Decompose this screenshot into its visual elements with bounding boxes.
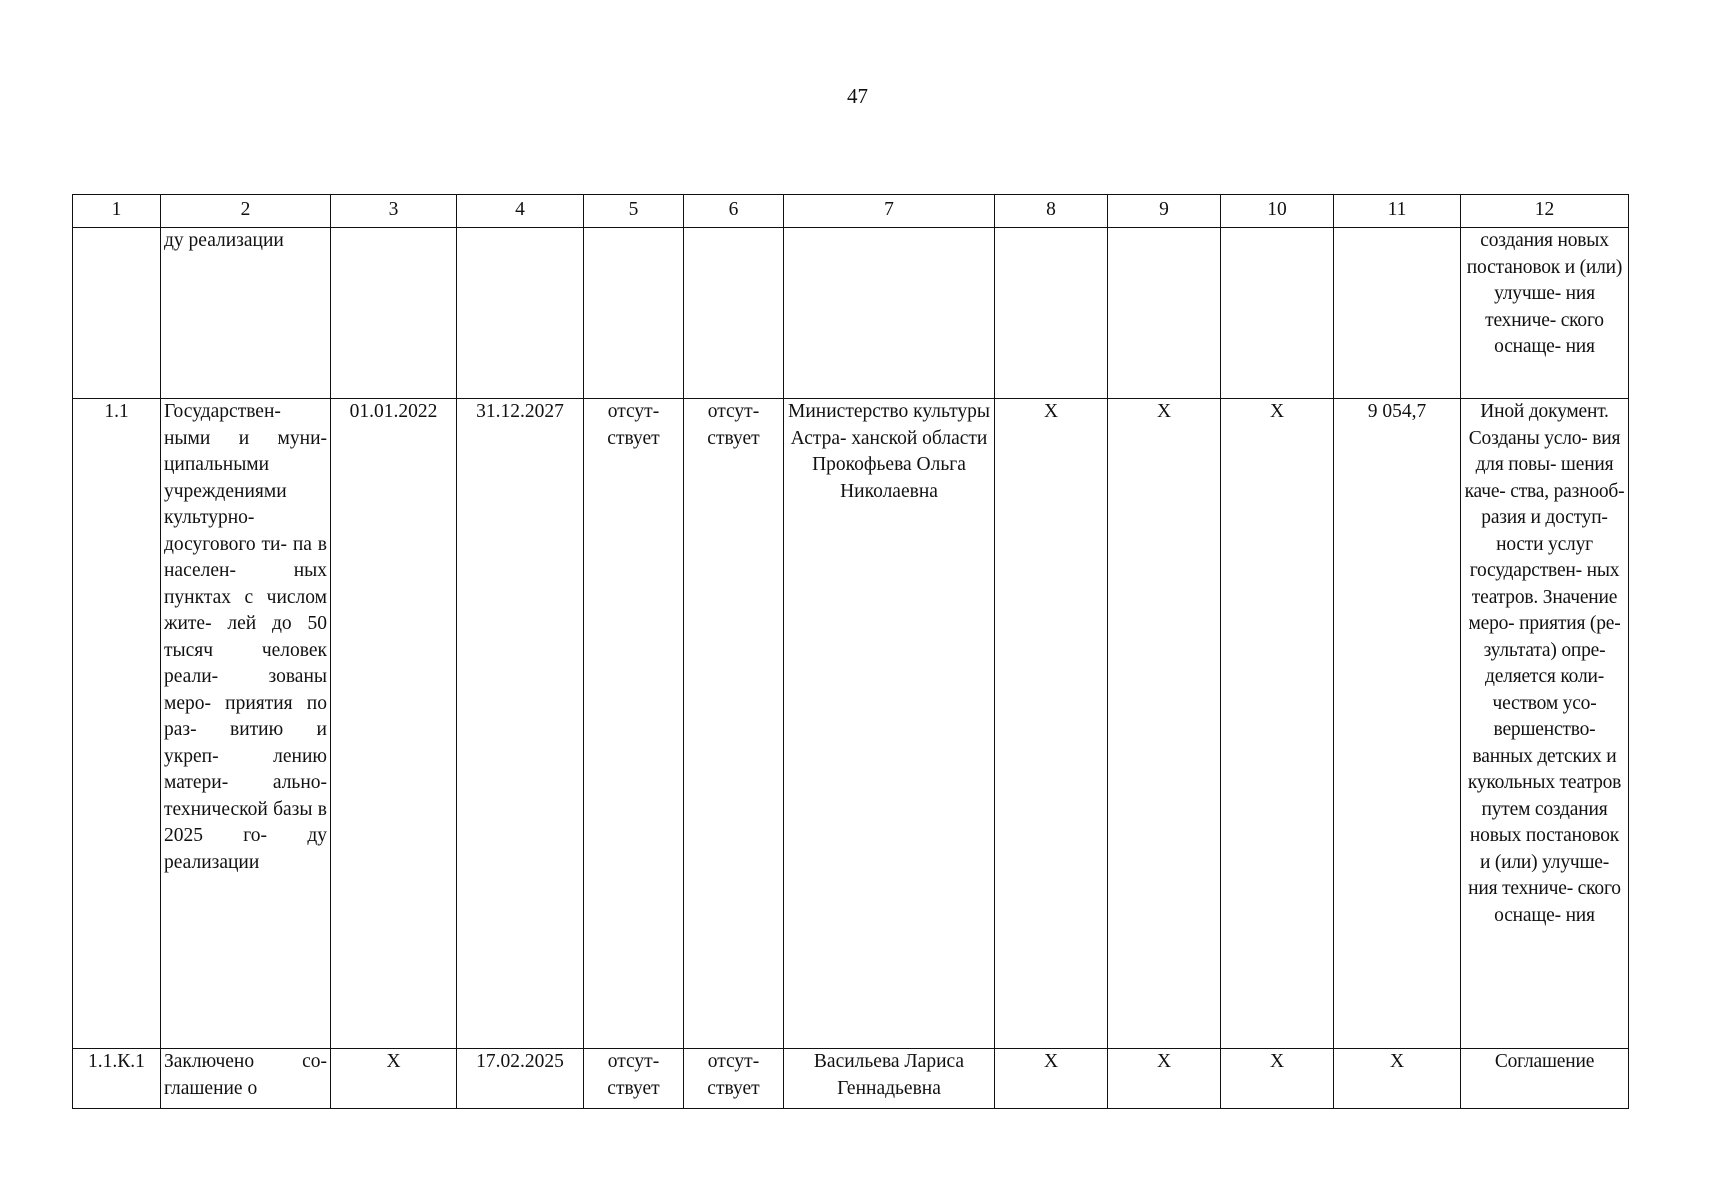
responsible-cell <box>784 228 995 399</box>
column-5-cell <box>584 228 684 399</box>
table-row <box>73 1049 1629 1109</box>
start-date-cell: Х <box>331 1049 457 1109</box>
column-9-cell: Х <box>1108 399 1221 1049</box>
column-5-cell: отсут- ствует <box>584 1049 684 1109</box>
column-10-cell: Х <box>1221 1049 1334 1109</box>
table-row <box>73 399 1629 1049</box>
result-name-cell: ду реализации <box>161 228 331 399</box>
column-header-7: 7 <box>784 195 995 228</box>
column-6-cell: отсут- ствует <box>684 399 784 1049</box>
row-number-cell <box>73 228 161 399</box>
column-header-1: 1 <box>73 195 161 228</box>
responsible-cell: Васильева Лариса Геннадьевна <box>784 1049 995 1109</box>
column-header-6: 6 <box>684 195 784 228</box>
row-number-cell: 1.1 <box>73 399 161 1049</box>
column-header-2: 2 <box>161 195 331 228</box>
document-description-cell: создания новых постановок и (или) улучше- ния техниче- ского оснаще- ния <box>1461 228 1629 399</box>
document-description-cell: Иной документ. Созданы усло- вия для повы- шения каче- ства, разнооб- разия и доступ- ности услуг государствен- ных театров. Значение меро- приятия (ре- зультата) опре- деляется коли- чеством усо- вершенство- ванных детских и кукольных театров путем создания новых постановок и (или) улучше- ния техниче- ского оснаще- ния <box>1461 399 1629 1049</box>
amount-cell: Х <box>1334 1049 1461 1109</box>
column-8-cell <box>995 228 1108 399</box>
table-row <box>73 228 1629 399</box>
end-date-cell: 31.12.2027 <box>457 399 584 1049</box>
amount-cell <box>1334 228 1461 399</box>
column-header-12: 12 <box>1461 195 1629 228</box>
row-number-cell: 1.1.К.1 <box>73 1049 161 1109</box>
column-header-10: 10 <box>1221 195 1334 228</box>
column-10-cell <box>1221 228 1334 399</box>
column-9-cell: Х <box>1108 1049 1221 1109</box>
result-name-cell: Государствен- ными и муни- ципальными учреждениями культурно- досугового ти- па в населен- ных пунктах с числом жите- лей до 50 тысяч человек реали- зованы меро- приятия по раз- витию и укреп- лению матери- ально- технической базы в 2025 го- ду реализации <box>161 399 331 1049</box>
document-table <box>72 194 1629 1109</box>
table-header-row <box>73 195 1629 228</box>
column-8-cell: Х <box>995 399 1108 1049</box>
column-header-5: 5 <box>584 195 684 228</box>
start-date-cell: 01.01.2022 <box>331 399 457 1049</box>
column-6-cell <box>684 228 784 399</box>
column-9-cell <box>1108 228 1221 399</box>
amount-cell: 9 054,7 <box>1334 399 1461 1049</box>
column-5-cell: отсут- ствует <box>584 399 684 1049</box>
column-10-cell: Х <box>1221 399 1334 1049</box>
end-date-cell: 17.02.2025 <box>457 1049 584 1109</box>
page-number: 47 <box>847 84 868 108</box>
column-8-cell: Х <box>995 1049 1108 1109</box>
column-header-9: 9 <box>1108 195 1221 228</box>
column-header-4: 4 <box>457 195 584 228</box>
result-name-cell: Заключено со- глашение о <box>161 1049 331 1109</box>
column-header-3: 3 <box>331 195 457 228</box>
column-header-11: 11 <box>1334 195 1461 228</box>
column-6-cell: отсут- ствует <box>684 1049 784 1109</box>
start-date-cell <box>331 228 457 399</box>
responsible-cell: Министерство культуры Астра- ханской области Прокофьева Ольга Николаевна <box>784 399 995 1049</box>
column-header-8: 8 <box>995 195 1108 228</box>
end-date-cell <box>457 228 584 399</box>
document-description-cell: Соглашение <box>1461 1049 1629 1109</box>
